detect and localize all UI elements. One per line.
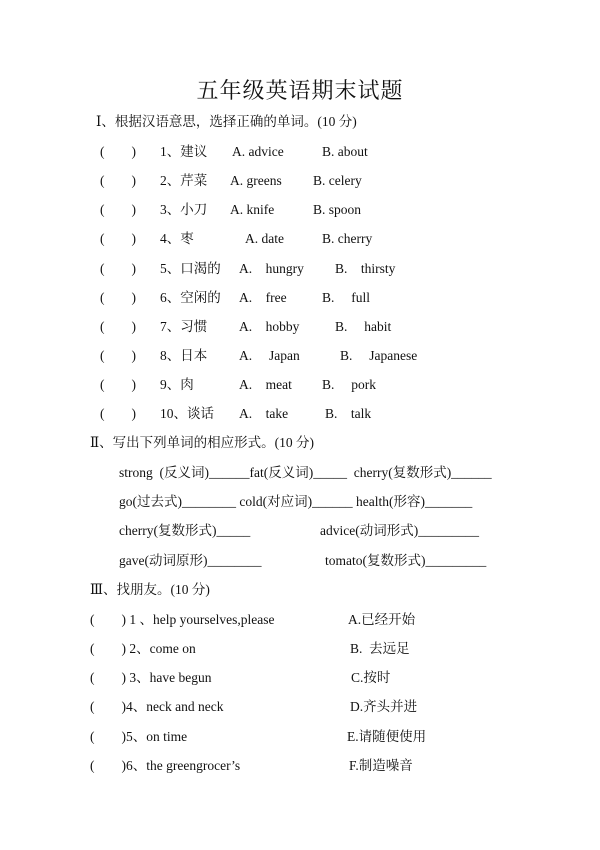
match-left[interactable]: ( )4、neck and neck <box>90 699 224 714</box>
word-form-line: strong (反义词)______fat(反义词)_____ cherry(复数形式)______ <box>119 465 492 480</box>
option-b: B. spoon <box>313 202 362 217</box>
match-right: D.齐头并进 <box>350 699 418 714</box>
question-row <box>0 405 600 423</box>
question-row <box>0 172 600 190</box>
match-row <box>0 698 600 716</box>
option-b: B. celery <box>313 173 362 188</box>
answer-blank[interactable]: ( ) <box>100 202 136 217</box>
question-row <box>0 260 600 278</box>
question-label: 9、肉 <box>160 377 194 392</box>
question-label: 4、枣 <box>160 231 194 246</box>
question-row <box>0 201 600 219</box>
answer-blank[interactable]: ( ) <box>100 319 136 334</box>
question-row <box>0 376 600 394</box>
option-a: A. date <box>245 231 284 246</box>
answer-blank[interactable]: ( ) <box>100 348 136 363</box>
page-title: 五年级英语期末试题 <box>196 78 404 103</box>
answer-blank[interactable]: ( ) <box>100 406 136 421</box>
question-row <box>0 230 600 248</box>
answer-blank[interactable]: ( ) <box>100 231 136 246</box>
answer-blank[interactable]: ( ) <box>100 377 136 392</box>
match-left[interactable]: ( ) 3、have begun <box>90 670 212 685</box>
question-label: 10、谈话 <box>160 406 214 421</box>
option-a: A. greens <box>230 173 282 188</box>
option-a: A. knife <box>230 202 275 217</box>
question-row <box>0 143 600 161</box>
match-right: F.制造噪音 <box>349 758 413 773</box>
word-form-line: cherry(复数形式)_____ <box>119 523 251 538</box>
question-label: 3、小刀 <box>160 202 208 217</box>
option-b: B. about <box>322 144 368 159</box>
match-row <box>0 669 600 687</box>
option-b: B. full <box>322 290 371 305</box>
question-label: 2、芹菜 <box>160 173 208 188</box>
option-a: A. advice <box>232 144 284 159</box>
option-a: A. Japan <box>239 348 300 363</box>
question-label: 7、习惯 <box>160 319 208 334</box>
question-row <box>0 318 600 336</box>
match-row <box>0 728 600 746</box>
match-right: E.请随便使用 <box>347 729 427 744</box>
question-row <box>0 289 600 307</box>
match-right: A.已经开始 <box>348 612 416 627</box>
word-form-line: go(过去式)________ cold(对应词)______ health(形容)_______ <box>119 494 473 509</box>
option-b: B. pork <box>322 377 376 392</box>
match-right: B. 去远足 <box>350 641 410 656</box>
match-row <box>0 611 600 629</box>
option-b: B. talk <box>325 406 372 421</box>
match-left[interactable]: ( )5、on time <box>90 729 188 744</box>
match-row <box>0 757 600 775</box>
question-label: 8、日本 <box>160 348 208 363</box>
question-label: 6、空闲的 <box>160 290 221 305</box>
word-form-line: advice(动词形式)_________ <box>320 523 479 538</box>
answer-blank[interactable]: ( ) <box>100 144 136 159</box>
option-b: B. Japanese <box>340 348 418 363</box>
match-left[interactable]: ( )6、the greengrocer’s <box>90 758 241 773</box>
word-form-line: tomato(复数形式)_________ <box>325 553 487 568</box>
option-a: A. free <box>239 290 287 305</box>
option-b: B. cherry <box>322 231 373 246</box>
question-row <box>0 347 600 365</box>
answer-blank[interactable]: ( ) <box>100 290 136 305</box>
match-left[interactable]: ( ) 2、come on <box>90 641 196 656</box>
option-b: B. habit <box>335 319 392 334</box>
option-a: A. take <box>239 406 289 421</box>
option-a: A. meat <box>239 377 292 392</box>
option-a: A. hungry <box>239 261 304 276</box>
answer-blank[interactable]: ( ) <box>100 261 136 276</box>
option-a: A. hobby <box>239 319 300 334</box>
match-right: C.按时 <box>351 670 391 685</box>
question-label: 1、建议 <box>160 144 208 159</box>
section-1-heading: Ⅰ、根据汉语意思，选择正确的单词。(10 分) <box>96 114 357 129</box>
option-b: B. thirsty <box>335 261 396 276</box>
match-left[interactable]: ( ) 1 、help yourselves,please <box>90 612 275 627</box>
match-row <box>0 640 600 658</box>
question-label: 5、口渴的 <box>160 261 221 276</box>
word-form-line: gave(动词原形)________ <box>119 553 262 568</box>
section-3-heading: Ⅲ、找朋友。(10 分) <box>90 582 210 597</box>
section-2-heading: Ⅱ、写出下列单词的相应形式。(10 分) <box>90 435 315 450</box>
answer-blank[interactable]: ( ) <box>100 173 136 188</box>
